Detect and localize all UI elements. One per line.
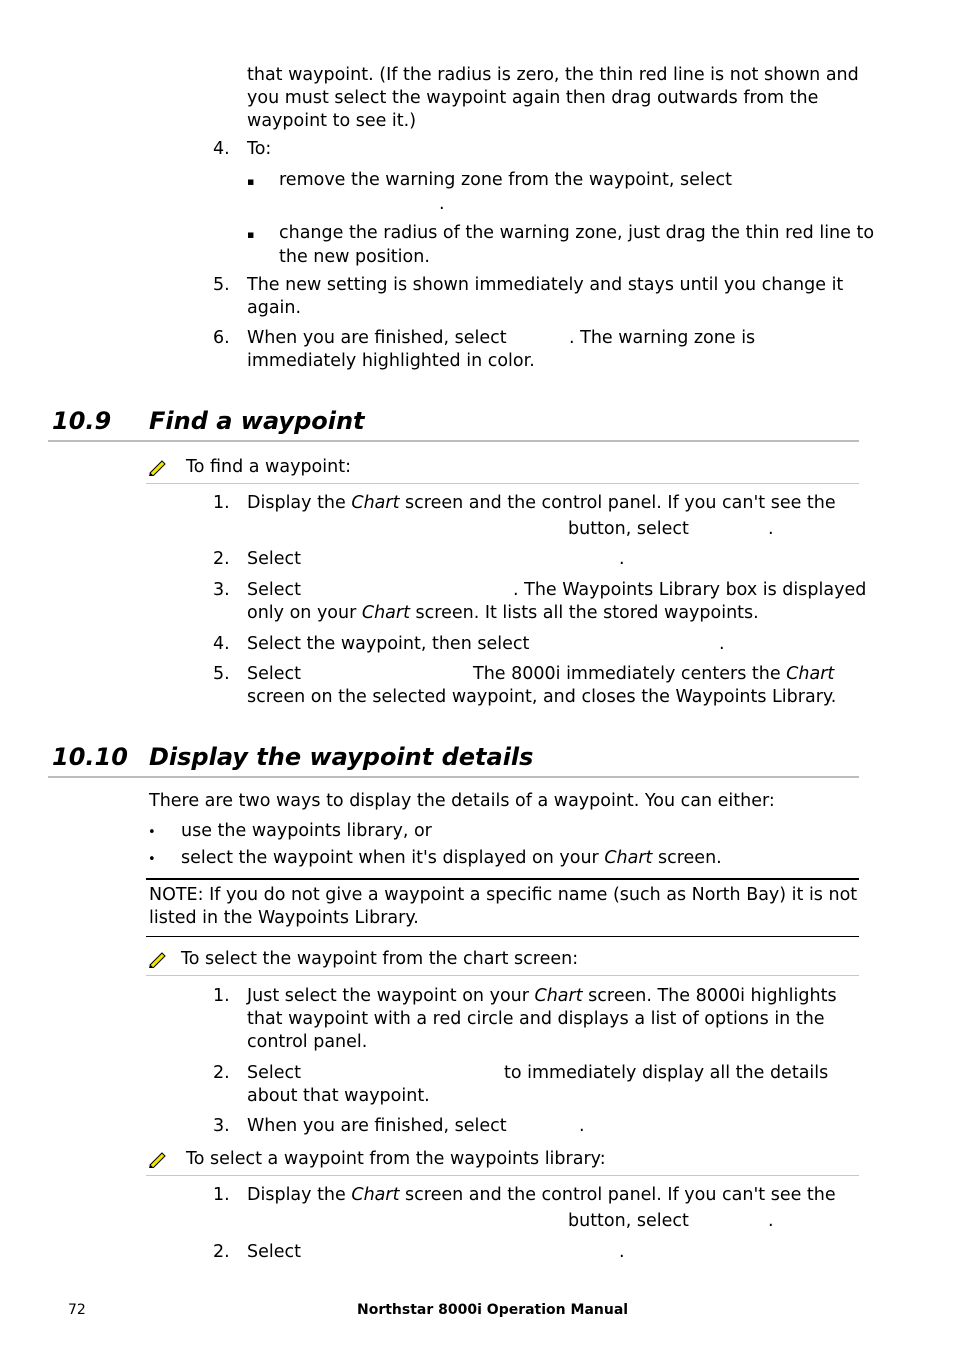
- procedure-rule: [146, 483, 859, 484]
- step-text: To:: [247, 139, 272, 159]
- procedure-rule: [146, 975, 859, 976]
- step-text: .: [768, 519, 774, 539]
- step-text: button, select: [568, 1211, 689, 1231]
- note-text: listed in the Waypoints Library.: [149, 908, 419, 928]
- bullet-marker: ▪: [247, 175, 255, 188]
- step-number: 5.: [213, 664, 230, 684]
- section-rule: [48, 440, 859, 442]
- step-text: only on your Chart screen. It lists all the stored waypoints.: [247, 603, 759, 623]
- step-text: Display the Chart screen and the control panel. If you can't see the: [247, 493, 836, 513]
- bullet-text: .: [439, 194, 445, 214]
- step-text: .: [579, 1116, 585, 1136]
- step-text: screen on the selected waypoint, and closes the Waypoints Library.: [247, 687, 837, 707]
- step-text: The 8000i immediately centers the Chart: [473, 664, 835, 684]
- step-number: 4.: [213, 139, 230, 159]
- step-text: to immediately display all the details: [504, 1063, 829, 1083]
- step-number: 3.: [213, 580, 230, 600]
- footer-title: Northstar 8000i Operation Manual: [357, 1302, 629, 1318]
- section-number: 10.10: [52, 743, 128, 771]
- bullet-text: the new position.: [279, 247, 430, 267]
- step-text: Select: [247, 664, 301, 684]
- bullet-text: select the waypoint when it's displayed on your Chart screen.: [181, 848, 722, 868]
- step-number: 2.: [213, 1063, 230, 1083]
- step-text: Select: [247, 580, 301, 600]
- step-text: control panel.: [247, 1032, 368, 1052]
- body-text: that waypoint. (If the radius is zero, the thin red line is not shown and: [247, 65, 859, 85]
- step-number: 2.: [213, 1242, 230, 1262]
- bullet-text: use the waypoints library, or: [181, 821, 432, 841]
- section-title: Display the waypoint details: [149, 743, 534, 771]
- procedure-rule: [146, 1175, 859, 1176]
- step-text: .: [719, 634, 725, 654]
- step-number: 3.: [213, 1116, 230, 1136]
- procedure-label: To select a waypoint from the waypoints library:: [186, 1149, 606, 1169]
- procedure-label: To find a waypoint:: [186, 457, 351, 477]
- note-bottom-rule: [146, 936, 859, 937]
- step-text: that waypoint with a red circle and displays a list of options in the: [247, 1009, 825, 1029]
- pencil-icon: [148, 458, 168, 476]
- intro-text: There are two ways to display the details of a waypoint. You can either:: [149, 791, 775, 811]
- pencil-icon: [148, 1150, 168, 1168]
- step-text: .: [619, 549, 625, 569]
- page-number: 72: [68, 1302, 86, 1318]
- pencil-icon: [148, 950, 168, 968]
- step-text: When you are finished, select: [247, 1116, 507, 1136]
- step-number: 1.: [213, 986, 230, 1006]
- step-number: 5.: [213, 275, 230, 295]
- bullet-marker: •: [148, 852, 156, 867]
- section-number: 10.9: [52, 407, 112, 435]
- step-text: Select the waypoint, then select: [247, 634, 530, 654]
- step-text: Select: [247, 549, 301, 569]
- step-text: .: [768, 1211, 774, 1231]
- section-title: Find a waypoint: [149, 407, 365, 435]
- step-text: Display the Chart screen and the control panel. If you can't see the: [247, 1185, 836, 1205]
- step-text: button, select: [568, 519, 689, 539]
- body-text: you must select the waypoint again then drag outwards from the: [247, 88, 819, 108]
- step-text: . The Waypoints Library box is displayed: [513, 580, 867, 600]
- step-text: again.: [247, 298, 302, 318]
- section-rule: [48, 776, 859, 778]
- step-text: about that waypoint.: [247, 1086, 430, 1106]
- step-text: immediately highlighted in color.: [247, 351, 535, 371]
- note-top-rule: [146, 878, 859, 880]
- step-text: Select: [247, 1063, 301, 1083]
- note-text: NOTE: If you do not give a waypoint a specific name (such as North Bay) it is not: [149, 885, 858, 905]
- step-number: 1.: [213, 1185, 230, 1205]
- step-text: .: [619, 1242, 625, 1262]
- step-text: . The warning zone is: [569, 328, 756, 348]
- step-number: 1.: [213, 493, 230, 513]
- bullet-text: change the radius of the warning zone, just drag the thin red line to: [279, 223, 875, 243]
- bullet-marker: •: [148, 825, 156, 840]
- procedure-label: To select the waypoint from the chart screen:: [181, 949, 579, 969]
- step-text: The new setting is shown immediately and stays until you change it: [247, 275, 844, 295]
- step-text: Select: [247, 1242, 301, 1262]
- step-number: 4.: [213, 634, 230, 654]
- body-text: waypoint to see it.): [247, 111, 417, 131]
- step-number: 2.: [213, 549, 230, 569]
- bullet-marker: ▪: [247, 228, 255, 241]
- step-number: 6.: [213, 328, 230, 348]
- step-text: Just select the waypoint on your Chart screen. The 8000i highlights: [247, 986, 837, 1006]
- bullet-text: remove the warning zone from the waypoint, select: [279, 170, 732, 190]
- step-text: When you are finished, select: [247, 328, 507, 348]
